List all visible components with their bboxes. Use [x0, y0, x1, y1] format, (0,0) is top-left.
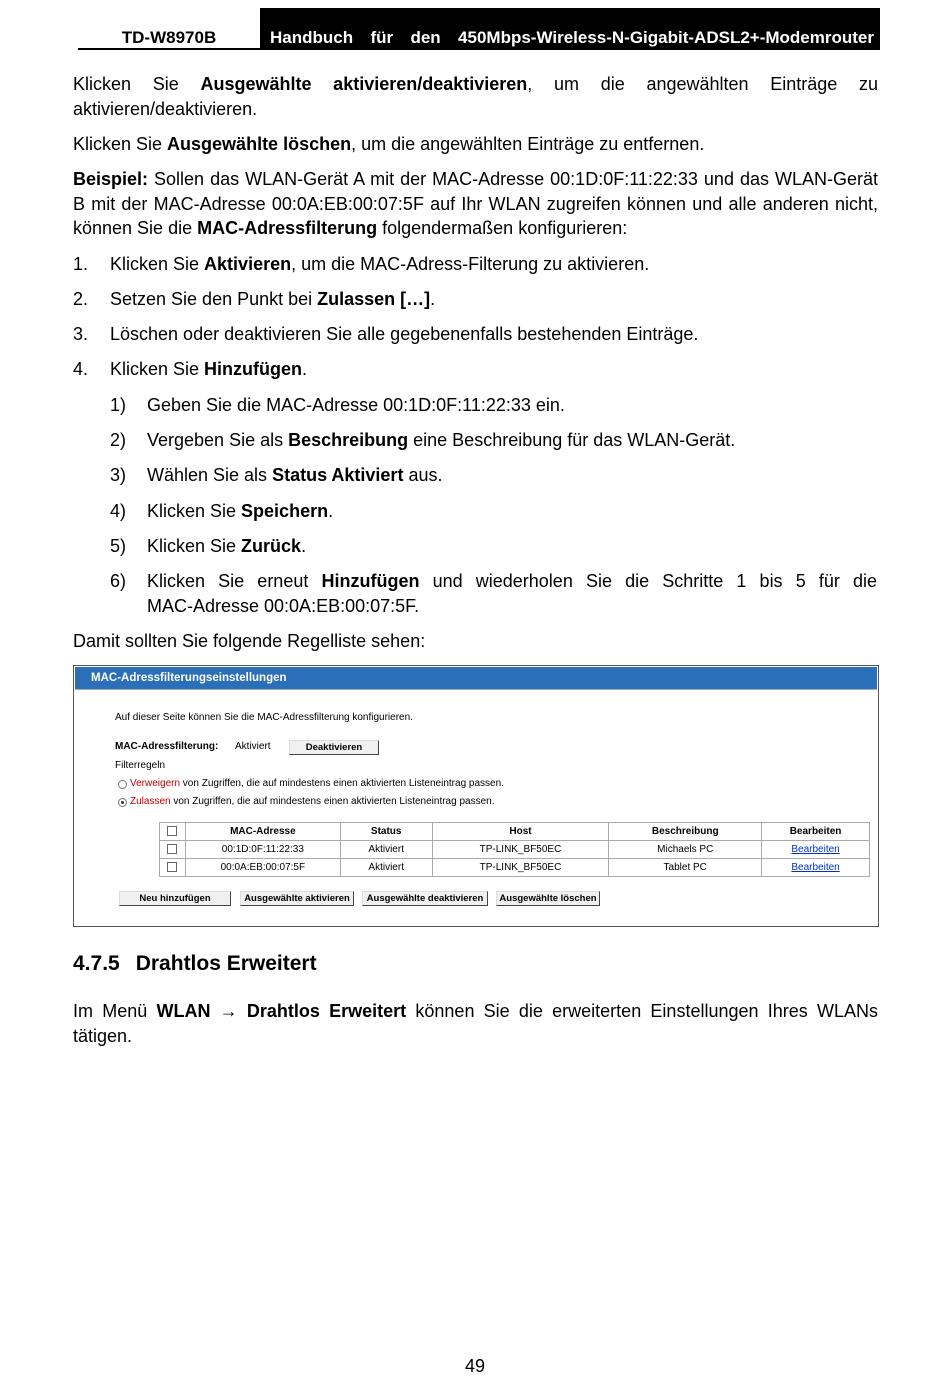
status-cell: Aktiviert	[340, 859, 432, 877]
rules-label: Filterregeln	[115, 760, 166, 771]
header-title	[260, 8, 880, 50]
substep-number: 2)	[110, 430, 127, 450]
row-select-cell	[160, 859, 186, 877]
text: Sollen das WLAN-Gerät A mit der MAC-Adresse 00:1D:0F:11:22:33 und das WLAN-Gerät B mit der MAC-Adresse 00:0A:EB:00:07:5F auf Ihr WLAN zugreifen können und alle anderen nicht, können Sie die	[73, 169, 878, 238]
paragraph-rule-list: Damit sollten Sie folgende Regelliste sehen:	[73, 631, 426, 651]
step-number: 4.	[73, 359, 89, 379]
edit-cell	[762, 841, 870, 859]
select-all-checkbox[interactable]	[167, 826, 177, 836]
bold-text: Beispiel:	[73, 169, 149, 189]
substep-number: 5)	[110, 536, 127, 556]
column-header: MAC-Adresse	[185, 823, 340, 841]
allow-keyword: Zulassen	[130, 796, 171, 807]
substep-number: 3)	[110, 465, 127, 485]
table-row	[160, 859, 870, 877]
edit-cell	[762, 859, 870, 877]
header-model: TD-W8970B	[121, 28, 217, 47]
column-header: Bearbeiten	[762, 823, 870, 841]
text: .	[302, 359, 308, 379]
text: und wiederholen Sie die Schritte 1 bis 5 für die	[419, 571, 877, 591]
add-new-button[interactable]: Neu hinzufügen	[119, 891, 231, 906]
text: , um die MAC-Adress-Filterung zu aktivieren.	[291, 254, 650, 274]
bold-text: WLAN	[156, 1001, 211, 1021]
step-number: 1.	[73, 254, 89, 274]
section-number: 4.7.5	[73, 952, 120, 975]
text: Setzen Sie den Punkt bei	[110, 289, 318, 309]
table-row	[160, 841, 870, 859]
section-title: Drahtlos Erweitert	[135, 952, 317, 975]
text: eine Beschreibung für das WLAN-Gerät.	[408, 430, 736, 450]
edit-link[interactable]: Bearbeiten	[791, 844, 840, 855]
edit-link[interactable]: Bearbeiten	[791, 862, 840, 873]
text: Im Menü	[73, 1001, 157, 1021]
substep-text	[147, 569, 877, 594]
text: Klicken Sie	[147, 501, 242, 521]
bold-text: Zurück	[241, 536, 302, 556]
text: folgendermaßen konfigurieren:	[377, 218, 628, 238]
deny-keyword: Verweigern	[130, 778, 181, 789]
step-number: 2.	[73, 289, 89, 309]
column-header: Beschreibung	[609, 823, 762, 841]
description-cell: Michaels PC	[609, 841, 762, 859]
column-header: Status	[340, 823, 432, 841]
header-title-word: 450Mbps-Wireless-N-Gigabit-ADSL2+-Modemrouter	[458, 28, 874, 47]
row-checkbox[interactable]	[167, 844, 177, 854]
row-checkbox[interactable]	[167, 862, 177, 872]
bold-text: Hinzufügen	[321, 571, 420, 591]
mac-filter-table	[159, 822, 870, 877]
delete-selected-button[interactable]: Ausgewählte löschen	[496, 891, 600, 906]
substep-text-continued: MAC-Adresse 00:0A:EB:00:07:5F.	[147, 596, 420, 616]
filter-label: MAC-Adressfilterung:	[115, 741, 219, 752]
allow-radio[interactable]	[118, 798, 127, 807]
enable-selected-button[interactable]: Ausgewählte aktivieren	[240, 891, 354, 906]
mac-cell: 00:1D:0F:11:22:33	[185, 841, 340, 859]
deactivate-button[interactable]: Deaktivieren	[289, 740, 379, 755]
status-cell: Aktiviert	[340, 841, 432, 859]
mac-cell: 00:0A:EB:00:07:5F	[185, 859, 340, 877]
header-title-word: den	[410, 28, 441, 47]
paragraph-advanced-wireless	[73, 999, 878, 1048]
text: Klicken Sie	[110, 254, 205, 274]
text: .	[301, 536, 307, 556]
text: Geben Sie die MAC-Adresse 00:1D:0F:11:22:33 ein.	[147, 395, 565, 415]
substep-text	[147, 393, 565, 418]
text: können Sie die erweiterten Einstellungen Ihres WLANs tätigen.	[73, 1001, 878, 1046]
text: von Zugriffen, die auf mindestens einen aktivierten Listeneintrag passen.	[170, 796, 495, 807]
bold-text: MAC-Adressfilterung	[197, 218, 378, 238]
text: Wählen Sie als	[147, 465, 273, 485]
step-text	[110, 357, 307, 382]
arrow-icon: →	[210, 1001, 247, 1021]
host-cell: TP-LINK_BF50EC	[432, 841, 609, 859]
substep-text	[147, 428, 735, 453]
substep-text	[147, 499, 333, 524]
text: Klicken Sie	[110, 359, 205, 379]
step-text	[110, 322, 698, 347]
filter-status: Aktiviert	[235, 741, 271, 752]
description-cell: Tablet PC	[609, 859, 762, 877]
text: , um die angewählten Einträge zu aktivieren/deaktivieren.	[73, 74, 878, 119]
bold-text: Beschreibung	[288, 430, 409, 450]
text: Löschen oder deaktivieren Sie alle gegebenenfalls bestehenden Einträge.	[110, 324, 699, 344]
paragraph-example	[73, 167, 878, 241]
bold-text: Status Aktiviert	[272, 465, 404, 485]
select-all-cell	[160, 823, 186, 841]
host-cell: TP-LINK_BF50EC	[432, 859, 609, 877]
text: Klicken Sie	[73, 134, 168, 154]
text: Klicken Sie erneut	[147, 571, 322, 591]
allow-rule-text	[130, 796, 494, 808]
bold-text: Ausgewählte löschen	[167, 134, 352, 154]
table-header-row	[160, 823, 870, 841]
column-header: Host	[432, 823, 609, 841]
text: , um die angewählten Einträge zu entfernen.	[351, 134, 705, 154]
text: Klicken Sie	[147, 536, 242, 556]
substep-number: 4)	[110, 501, 127, 521]
header-title-word: für	[370, 28, 394, 47]
header-title-word: Handbuch	[270, 28, 354, 47]
bold-text: Ausgewählte aktivieren/deaktivieren	[200, 74, 528, 94]
deny-rule-text	[130, 778, 504, 790]
page-number: 49	[464, 1356, 486, 1376]
text: .	[430, 289, 436, 309]
paragraph-enable-disable	[73, 72, 878, 121]
disable-selected-button[interactable]: Ausgewählte deaktivieren	[362, 891, 488, 906]
title-bar-divider	[75, 689, 877, 690]
settings-intro: Auf dieser Seite können Sie die MAC-Adressfilterung konfigurieren.	[115, 712, 413, 723]
paragraph-delete	[73, 132, 878, 157]
text: .	[328, 501, 334, 521]
settings-title-bar: MAC-Adressfilterungseinstellungen	[75, 667, 877, 689]
substep-text	[147, 463, 442, 488]
bold-text: Zulassen […]	[317, 289, 431, 309]
text: von Zugriffen, die auf mindestens einen aktivierten Listeneintrag passen.	[180, 778, 504, 789]
substep-number: 1)	[110, 395, 127, 415]
row-select-cell	[160, 841, 186, 859]
bold-text: Aktivieren	[204, 254, 292, 274]
bold-text: Drahtlos Erweitert	[246, 1001, 407, 1021]
text: Vergeben Sie als	[147, 430, 289, 450]
substep-text	[147, 534, 306, 559]
step-text	[110, 287, 435, 312]
bold-text: Hinzufügen	[204, 359, 303, 379]
step-number: 3.	[73, 324, 89, 344]
step-text	[110, 252, 649, 277]
text: Klicken Sie	[73, 74, 201, 94]
section-heading	[73, 950, 317, 978]
bold-text: Speichern	[241, 501, 329, 521]
text: aus.	[403, 465, 443, 485]
substep-number: 6)	[110, 571, 127, 591]
router-screenshot	[73, 665, 879, 927]
deny-radio[interactable]	[118, 780, 127, 789]
